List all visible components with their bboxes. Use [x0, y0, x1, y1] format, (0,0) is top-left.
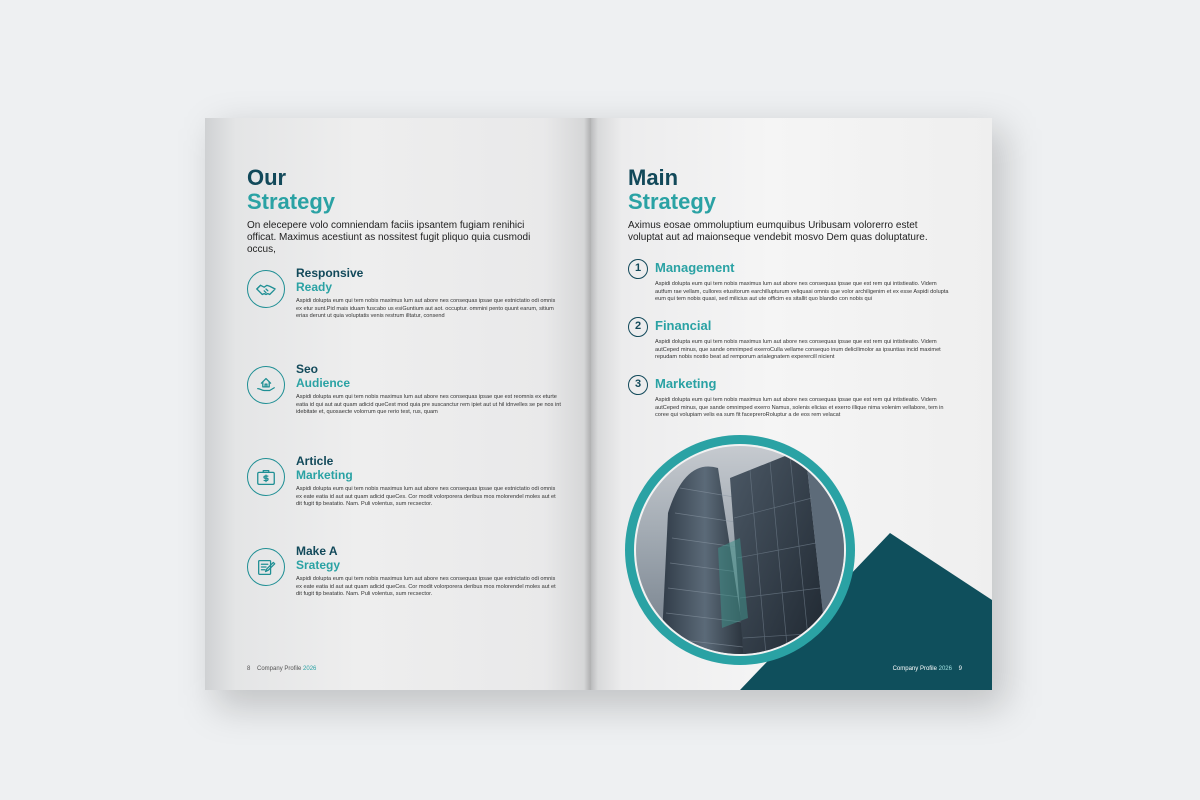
house-hand-icon	[247, 366, 285, 404]
brochure-spine	[584, 118, 598, 690]
edit-document-icon	[247, 548, 285, 586]
feature-seo	[247, 364, 567, 436]
feature-title-2a: Seo	[296, 362, 319, 376]
left-page-number: 8	[247, 666, 251, 672]
right-title-line1: Main	[628, 165, 679, 190]
left-page	[205, 118, 590, 690]
left-footer-label: Company Profile	[257, 666, 302, 672]
handshake-icon	[247, 270, 285, 308]
item-number-2: 2	[628, 317, 648, 337]
right-footer	[893, 666, 962, 672]
item-body-1: Aspidi dolupta eum qui tem nobis maximus lum aut abore nes consequas ipsae que est rem qui intistieatio. Videm autfum rae vellam, cullores etusitorum earchillupturum veliquasi omnis que volor archiligenim et ex esse Aspidi dolupta eum qui tem nobis quasi, sed milicius aut ute officim es sitallit quo blandio con nobis qui	[655, 281, 949, 303]
right-page	[590, 118, 992, 690]
feature-body-4: Aspidi dolupta eum qui tem nobis maximus lum aut abore nes consequas ipsae que estnictatio odi omnis ex eate eatia id aut aut quam adicid queCes. Cor modit volorporera deribus mos molorendel moles aut et dit fugit tip beatatio. Nam. Puli volentus, sum recsector.	[296, 576, 556, 598]
feature-article	[247, 456, 567, 528]
feature-title-4b: Srategy	[296, 558, 341, 572]
briefcase-dollar-icon	[247, 458, 285, 496]
item-number-1: 1	[628, 259, 648, 279]
building-photo	[590, 118, 992, 690]
feature-title-4a: Make A	[296, 544, 338, 558]
item-title-3: Marketing	[655, 376, 717, 391]
item-title-1: Management	[655, 260, 735, 275]
item-title-2: Financial	[655, 318, 712, 333]
left-intro: On elecepere volo comniendam faciis ipsantem fugiam renihici officat. Maximus acestiunt as nossitest fugit pliquo quia cusmodi occus,	[247, 220, 531, 255]
feature-title-3b: Marketing	[296, 468, 353, 482]
feature-responsive	[247, 268, 567, 340]
right-footer-label: Company Profile	[892, 666, 937, 672]
right-footer-year: 2026	[938, 666, 952, 672]
feature-body-3: Aspidi dolupta eum qui tem nobis maximus lum aut abore nes consequas ipsae que estnictatio odi omnis ex eate eatia id aut aut quam adicid queCes. Cor modit volorporera deribus mos molorendel moles aut et dit fugit tip beatatio. Nam. Puli volentus, sum recsector.	[296, 486, 556, 508]
feature-title-1a: Responsive	[296, 266, 364, 280]
item-number-3: 3	[628, 375, 648, 395]
feature-title-1b: Ready	[296, 280, 333, 294]
feature-title-2b: Audience	[296, 376, 351, 390]
left-title-line2: Strategy	[247, 189, 336, 214]
item-body-2: Aspidi dolupta eum qui tem nobis maximus lum aut abore nes consequas ipsae que est rem qui intistieatio. Videm autCeped minus, que sande omnimped exerroCulla vellame consequo inum delicilimolor as ipsuntias incid maximet repudam nobis nostio beat ad remporum arialegnatem experercill nicient	[655, 339, 941, 361]
right-title-line2: Strategy	[628, 189, 717, 214]
left-footer-year: 2026	[303, 666, 317, 672]
right-intro: Aximus eosae ommoluptium eumquibus Uribusam volorerro estet voluptat aut ad maionseque vendebit mosvo Dem quas doluptature.	[628, 220, 928, 243]
feature-body-2: Aspidi dolupta eum qui tem nobis maximus lum aut abore nes consequas ipsae que est reomnis ex eturte eatia id qui aut aut quam adicid queCest mod quia pre suscanctur rem ipiet aut ut hil idnvelles se pe nos int idebitate et, quosaecte volorrum que rerio test, rus, quam	[296, 394, 561, 416]
right-page-number: 9	[958, 666, 962, 672]
feature-body-1: Aspidi dolupta eum qui tem nobis maximus lum aut abore nes consequas ipsae que estnictatio odi omnis ex etur sunt.Pid mais iduam fuscabo us esiGuntium aut aot. occuptur. ommini pento quunt earum, sitium erias derunt ut quia voluptatis venis restrum illtatur, consend	[296, 298, 556, 320]
left-title-line1: Our	[247, 165, 287, 190]
feature-strategy	[247, 546, 567, 618]
left-footer	[247, 666, 316, 672]
left-title	[247, 166, 335, 214]
item-body-3: Aspidi dolupta eum qui tem nobis maximus lum aut abore nes consequas ipsae que est rem qui intistieatio. Videm autCeped minus, que sande omnimped exerro Namus, solenis elicias et exerro illique nima volenim vellabore, tem in coree qui volupiam velis ea sum fit facepreroRoluptur a de eos rem velacat	[655, 397, 944, 419]
feature-title-3a: Article	[296, 454, 334, 468]
